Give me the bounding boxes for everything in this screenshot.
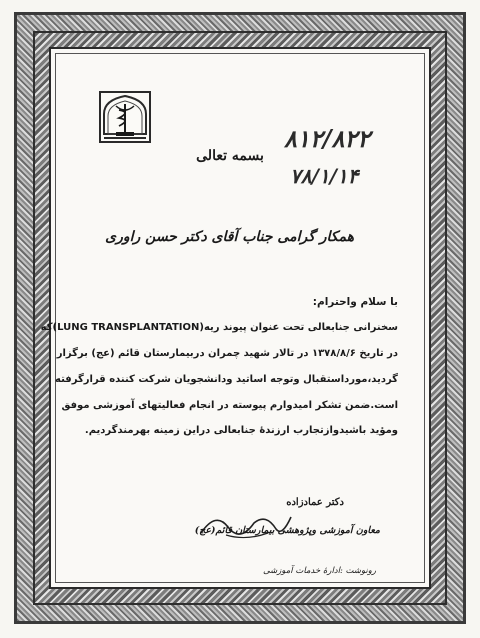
letter-body-line-2: در تاریخ ۱۳۷۸/۸/۶ در تالار شهید چمران دربیمارستان قائم (عج) برگزار (56, 348, 398, 359)
university-emblem-icon (98, 90, 152, 144)
handwritten-letter-date: ۷۸/۱/۱۴ (290, 164, 359, 188)
carbon-copy-note: رونوشت :ادارۀ خدمات آموزشی (263, 566, 376, 576)
bismillah-heading: بسمه تعالی (196, 148, 264, 164)
letter-greeting: با سلام واحترام: (312, 296, 398, 308)
letter-body-line-5: ومؤید باشیدوازتجارب ارزندۀ جنابعالی دراین زمینه بهرمندگردیم. (84, 425, 398, 436)
letter-body-line-4: است.ضمن تشکر امیدوارم پیوسته در انجام فعالیتهای آموزشی موفق (61, 400, 398, 411)
letter-salutation: همکار گرامی جناب آقای دکتر حسن راوری (105, 229, 354, 245)
letter-body-line-1: سخنرانی جنابعالی تحت عنوان پیوند ریه(LUNG TRANSPLANTATION)که (40, 322, 398, 333)
handwritten-letter-number: ۸۱۲/۸۲۲ (284, 124, 371, 153)
signer-title: معاون آموزشی وپژوهشی بیمارستان قائم(عج) (194, 525, 380, 536)
letter-body-line-3: گردید،مورداستقبال وتوجه اساتید ودانشجویان شرکت کننده قرارگرفته (55, 374, 398, 385)
signer-name: دکتر عمادزاده (286, 497, 344, 508)
